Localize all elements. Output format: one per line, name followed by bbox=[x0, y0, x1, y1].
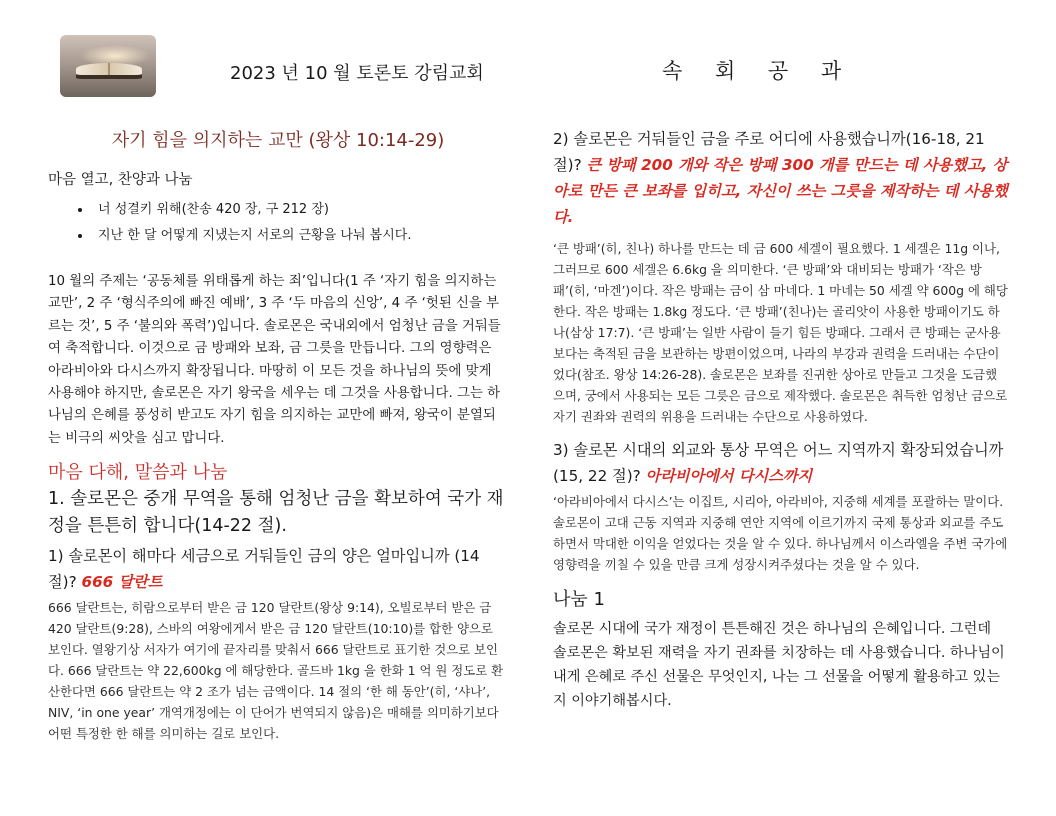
point-1-heading: 1. 솔로몬은 중개 무역을 통해 엄청난 금을 확보하여 국가 재정을 튼튼히 합니다(14-22 절). bbox=[48, 489, 504, 537]
word-section-heading: 마음 다해, 말씀과 나눔 bbox=[48, 462, 228, 484]
opening-heading: 마음 열고, 찬양과 나눔 bbox=[48, 172, 193, 188]
question-1-answer: 666 달란트 bbox=[81, 573, 163, 592]
sharing-text: 솔로몬 시대에 국가 재정이 튼튼해진 것은 하나님의 은혜입니다. 그런데 솔로몬은 확보된 재력을 자기 권좌를 치장하는 데 사용했습니다. 하나님이 내게 은혜로 주신 선물은 무엇인지, 나는 그 선물을 어떻게 활용하고 있는지 이야기해봅시다. bbox=[553, 621, 1005, 709]
right-column bbox=[553, 126, 1008, 713]
header-title: 2023 년 10 월 토론토 강림교회 bbox=[230, 63, 484, 84]
question-3-text: 3) 솔로몬 시대의 외교와 통상 무역은 어느 지역까지 확장되었습니까(15, 22 절)? bbox=[553, 441, 1004, 485]
list-item: • 지난 한 달 어떻게 지냈는지 서로의 근황을 나눠 봅시다. bbox=[92, 223, 508, 249]
question-3-note: ‘아라비아에서 다시스’는 이집트, 시리아, 아라비아, 지중해 세계를 포괄하는 말이다. 솔로몬이 고대 근동 지역과 지중해 연안 지역에 이르기까지 국제 통상과 외교를 주도하면서 막대한 이익을 얻었다는 것을 알 수 있다. 하나님께서 이스라엘을 주변 국가에 영향력을 끼칠 수 있을 만큼 크게 성장시켜주셨다는 것을 알 수 있다. bbox=[553, 494, 1008, 572]
question-1 bbox=[48, 543, 508, 595]
question-2-text: 2) 솔로몬은 거둬들인 금을 주로 어디에 사용했습니까(16-18, 21 절)? bbox=[553, 130, 985, 174]
church-logo-image bbox=[60, 35, 156, 97]
header-right-title: 속 회 공 과 bbox=[662, 59, 855, 83]
question-2-note: ‘큰 방패’(히, 친나) 하나를 만드는 데 금 600 세겔이 필요했다. 1 세겔은 11g 이나, 그러므로 600 세겔은 6.6kg 을 의미한다. ‘큰 방패’와 대비되는 방패가 ‘작은 방패’(히, ‘마겐’)이다. 작은 방패는 금이 삼 마네다. 1 마네는 50 세겔 약 600g 에 해당한다. 작은 방패는 1.8kg 정도다. ‘큰 방패’(친나)는 골리앗이 사용한 방패이기도 하나(삼상 17:7). ‘큰 방패’는 일반 사람이 들기 힘든 방패다. 그래서 큰 방패는 군사용보다는 축적된 금을 보관하는 방편이었으며, 나라의 부강과 권력을 드러내는 수단이었다(참조. 왕상 14:26-28). 솔로몬은 보좌를 진귀한 상아로 만들고 그것을 도금했으며, 궁에서 사용되는 모든 그릇은 금으로 제작했다. 솔로몬은 취득한 엄청난 금으로 자기 권좌와 권력의 위용을 드러내는 수단으로 사용하였다. bbox=[553, 241, 1008, 424]
open-book-icon bbox=[76, 63, 142, 75]
sharing-heading: 나눔 1 bbox=[553, 589, 605, 610]
question-2 bbox=[553, 126, 1008, 230]
opening-list bbox=[48, 197, 508, 249]
question-1-note: 666 달란트는, 히람으로부터 받은 금 120 달란트(왕상 9:14), 오빌로부터 받은 금 420 달란트(9:28), 스바의 여왕에게서 받은 금 120 달란트(10:10)를 합한 양으로 보인다. 열왕기상 서자가 여기에 끝자리를 맞춰서 666 달란트로 표기한 것으로 보인다. 666 달란트는 약 22,600kg 에 해당한다. 골드바 1kg 을 한화 1 억 원 정도로 환산한다면 666 달란트는 약 2 조가 넘는 금액이다. 14 절의 ‘한 해 동안’(히, ‘샤나’, NIV, ‘in one year’ 개역개정에는 이 단어가 번역되지 않음)은 매해를 의미하기보다 어떤 특정한 한 해를 의미하는 길로 보인다. bbox=[48, 600, 504, 742]
intro-paragraph: 10 월의 주제는 ‘공동체를 위태롭게 하는 죄’입니다(1 주 ‘자기 힘을 의지하는 교만’, 2 주 ‘형식주의에 빠진 예배’, 3 주 ‘두 마음의 신앙’, 4 주 ‘헛된 신을 부르는 것’, 5 주 ‘불의와 폭력’)입니다. 솔로몬은 국내외에서 엄청난 금을 거둬들여 축적합니다. 이것으로 금 방패와 보좌, 금 그릇을 만듭니다. 그의 영향력은 아라비아와 다시스까지 확장됩니다. 마땅히 이 모든 것을 하나님의 뜻에 맞게 사용해야 하지만, 솔로몬은 자기 왕국을 세우는 데 그것을 사용합니다. 그는 하나님의 은혜를 풍성히 받고도 자기 힘을 의지하는 교만에 빠져, 왕국이 분열되는 비극의 씨앗을 심고 맙니다. bbox=[48, 274, 501, 446]
question-3 bbox=[553, 437, 1008, 489]
question-1-text: 1) 솔로몬이 해마다 세금으로 거둬들인 금의 양은 얼마입니까 (14 절)? bbox=[48, 547, 480, 592]
left-column bbox=[48, 168, 508, 744]
list-item: • 너 성결키 위해(찬송 420 장, 구 212 장) bbox=[92, 197, 508, 223]
question-2-answer: 큰 방패 200 개와 작은 방패 300 개를 만드는 데 사용했고, 상아로 만든 큰 보좌를 입히고, 자신이 쓰는 그릇을 제작하는 데 사용했다. bbox=[553, 156, 1008, 226]
question-3-answer: 아라비아에서 다시스까지 bbox=[645, 467, 813, 485]
lesson-title: 자기 힘을 의지하는 교만 (왕상 10:14-29) bbox=[111, 130, 445, 151]
